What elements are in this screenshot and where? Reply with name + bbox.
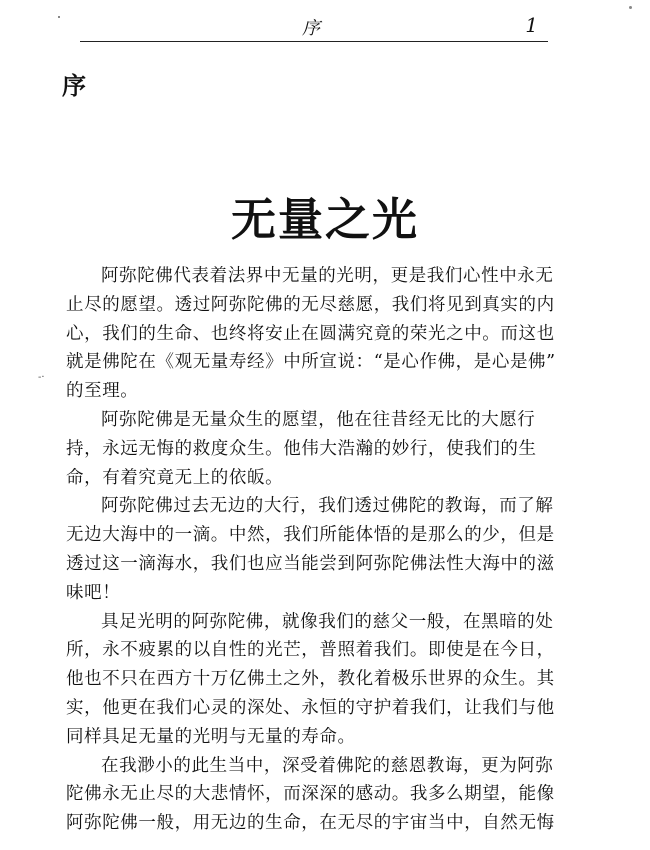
paragraph-line: 具足光明的阿弥陀佛，就像我们的慈父一般，在黑暗的处 xyxy=(101,611,554,632)
paragraph-line: 阿弥陀佛是无量众生的愿望，他在往昔经无比的大愿行 xyxy=(101,409,536,430)
paragraph-line: 他也不只在西方十万亿佛土之外，教化着极乐世界的众生。其 xyxy=(66,669,555,690)
paragraph-line: 阿弥陀佛一般，用无边的生命，在无尽的宇宙当中，自然无悔 xyxy=(66,813,555,834)
paragraph-line: 陀佛永无止尽的大悲情怀，而深深的感动。我多么期望，能像 xyxy=(66,784,555,805)
page-number: 1 xyxy=(525,13,538,37)
paragraph-line: 阿弥陀佛代表着法界中无量的光明，更是我们心性中永无 xyxy=(101,266,554,286)
paragraph-line: 阿弥陀佛过去无边的大行，我们透过佛陀的教诲，而了解 xyxy=(101,496,554,517)
paragraph-line: 无边大海中的一滴。中然，我们所能体悟的是那么的少，但是 xyxy=(66,525,555,546)
body-text xyxy=(66,262,566,838)
paragraph-line: 实，他更在我们心灵的深处、永恒的守护着我们，让我们与他 xyxy=(66,697,555,718)
paragraph-line: 透过这一滴海水，我们也应当能尝到阿弥陀佛法性大海中的滋 xyxy=(66,553,555,574)
paragraph-line: 命，有着究竟无上的依皈。 xyxy=(66,467,284,488)
paragraph-line: 的至理。 xyxy=(66,381,139,402)
paragraph-line: 止尽的愿望。透过阿弥陀佛的无尽慈愿，我们将见到真实的内 xyxy=(66,294,555,315)
paragraph-line: 所，永不疲累的以自性的光芒，普照着我们。即使是在今日， xyxy=(66,640,555,661)
paragraph-line: 就是佛陀在《观无量寿经》中所宣说：“是心作佛，是心是佛” xyxy=(66,352,556,373)
chapter-title: 无量之光 xyxy=(230,193,419,246)
margin-mark: -· xyxy=(38,372,45,383)
scan-speck xyxy=(629,6,632,9)
running-header xyxy=(80,12,550,40)
paragraph-line: 味吧！ xyxy=(66,582,121,603)
paragraph-line: 在我渺小的此生当中，深受着佛陀的慈恩教诲，更为阿弥 xyxy=(101,755,554,776)
running-title: 序 xyxy=(302,18,320,39)
paragraph-line: 持，永远无悔的救度众生。他伟大浩瀚的妙行，使我们的生 xyxy=(66,438,537,459)
header-rule xyxy=(80,41,548,42)
scan-speck xyxy=(58,16,60,18)
paragraph-line: 心，我们的生命、也终将安止在圆满究竟的荣光之中。而这也 xyxy=(66,323,555,344)
section-heading: 序 xyxy=(62,72,87,100)
paragraph-line: 同样具足无量的光明与无量的寿命。 xyxy=(66,726,356,747)
